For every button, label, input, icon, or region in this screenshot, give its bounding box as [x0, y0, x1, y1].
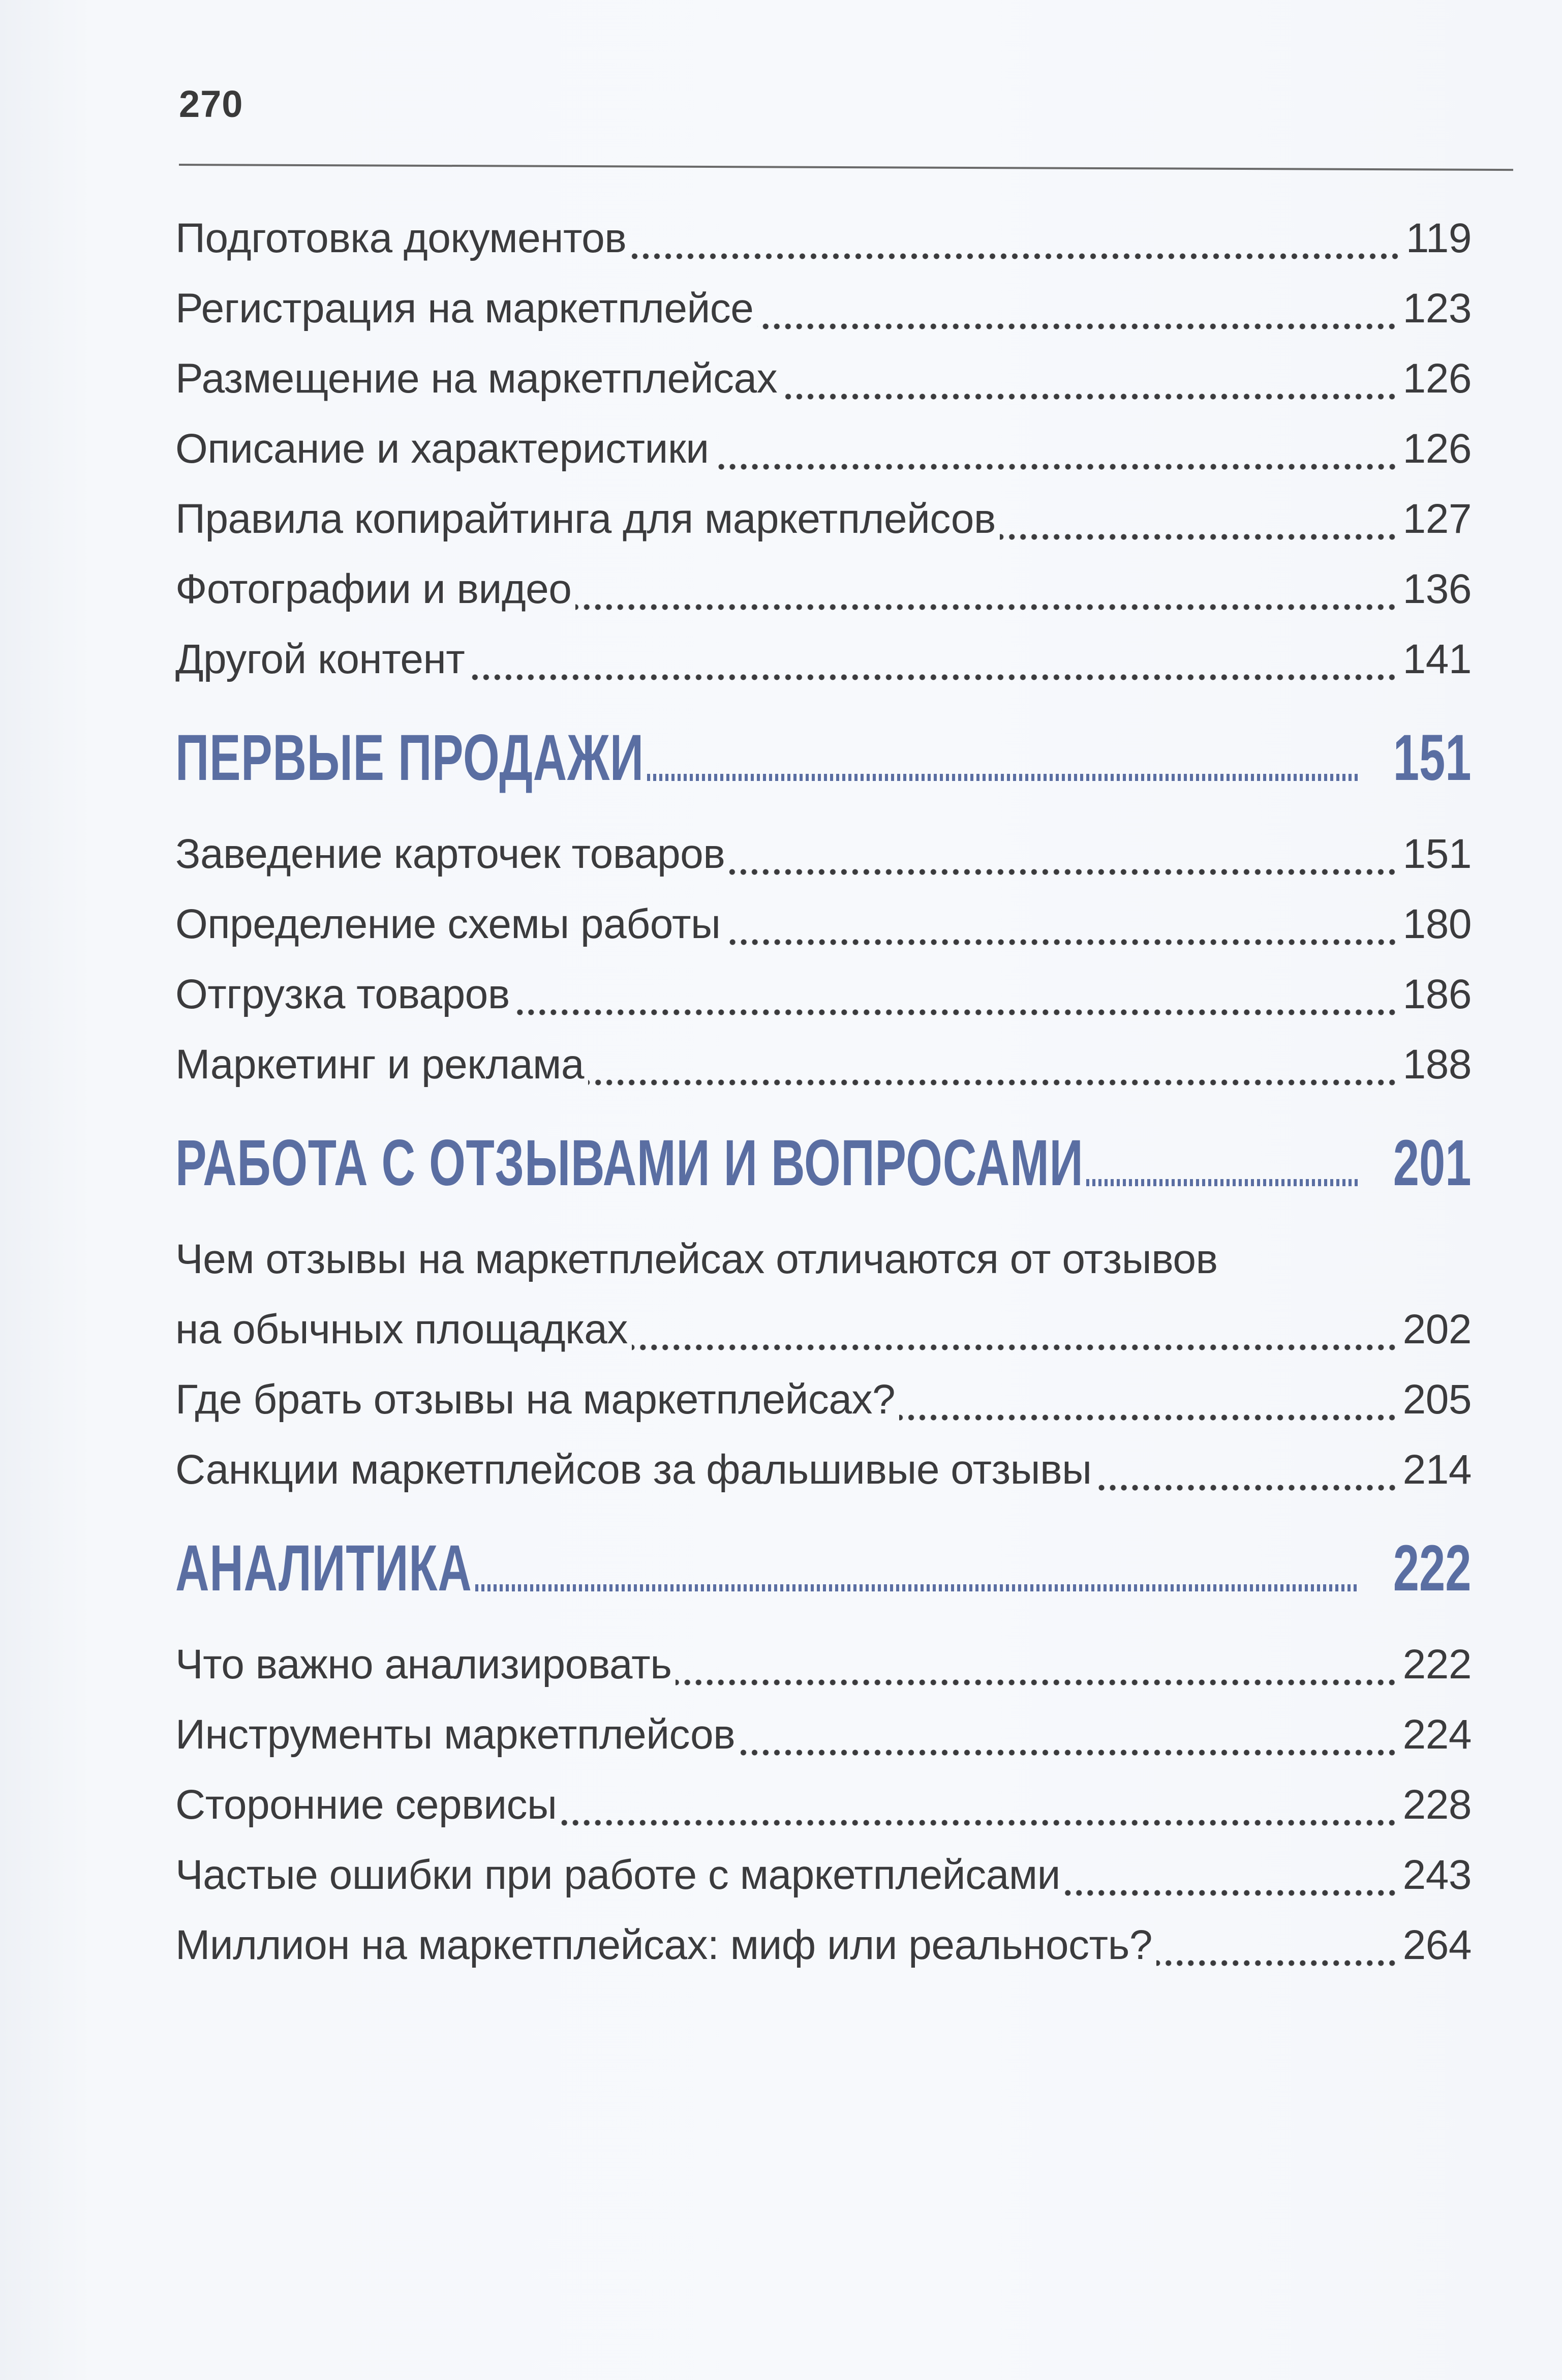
toc-entry-title: Отгрузка товаров [175, 971, 510, 1017]
toc-entry[interactable] [175, 1840, 1472, 1910]
dot-leader [1086, 1179, 1359, 1186]
toc-entry-title: Инструменты маркетплейсов [175, 1711, 736, 1758]
dot-leader [475, 1584, 1359, 1591]
chapter-heading-first-sales[interactable] [175, 720, 1472, 796]
toc-entry-page: 222 [1402, 1641, 1472, 1688]
toc-entry[interactable] [175, 959, 1472, 1030]
toc-entry-page: 264 [1402, 1922, 1472, 1968]
toc-entry-page: 186 [1402, 971, 1472, 1017]
toc-entry-page: 224 [1402, 1711, 1472, 1758]
toc-entry[interactable] [175, 1030, 1472, 1100]
toc-entry-title: Заведение карточек товаров [175, 831, 725, 877]
chapter-page: 151 [1393, 721, 1472, 794]
toc-entry-title: Описание и характеристики [175, 426, 709, 472]
dot-leader [713, 464, 1398, 470]
toc-entry-title-line2: на обычных площадках [175, 1306, 628, 1352]
toc-entry[interactable] [175, 274, 1472, 344]
dot-leader [899, 1414, 1398, 1421]
toc-entry[interactable] [175, 203, 1472, 274]
dot-leader [757, 323, 1397, 329]
dot-leader [588, 1079, 1398, 1086]
dot-leader [781, 394, 1398, 400]
chapter-heading-analytics[interactable] [175, 1530, 1472, 1607]
dot-leader [632, 1344, 1398, 1350]
chapter-title: АНАЛИТИКА [175, 1532, 472, 1605]
dot-leader [561, 1820, 1397, 1826]
toc-entry-page: 180 [1402, 901, 1472, 947]
dot-leader [630, 253, 1401, 259]
chapter-heading-reviews[interactable] [175, 1125, 1472, 1201]
dot-leader [1000, 534, 1398, 540]
chapter-title: ПЕРВЫЕ ПРОДАЖИ [175, 721, 644, 794]
page-number: 270 [179, 83, 243, 125]
toc-entry-title: Фотографии и видео [175, 566, 572, 612]
toc-entry-title: Другой контент [175, 636, 465, 682]
chapter-title: РАБОТА С ОТЗЫВАМИ И ВОПРОСАМИ [175, 1127, 1084, 1199]
toc-entry-title: Что важно анализировать [175, 1641, 672, 1688]
chapter-title-wrap [175, 1530, 472, 1607]
toc-entry-title: Миллион на маркетплейсах: миф или реальность? [175, 1922, 1152, 1968]
toc-entry-title: Маркетинг и реклама [175, 1041, 584, 1088]
toc-entry[interactable] [175, 344, 1472, 414]
toc-entry[interactable] [175, 889, 1472, 959]
toc-entry[interactable] [175, 484, 1472, 554]
header-rule [179, 164, 1513, 171]
toc-entry-title: Санкции маркетплейсов за фальшивые отзывы [175, 1447, 1092, 1493]
toc-entry-page: 243 [1402, 1852, 1472, 1898]
toc-entry-title: Где брать отзывы на маркетплейсах? [175, 1376, 896, 1423]
toc-entry[interactable] [175, 1435, 1472, 1505]
toc-entry-title: Регистрация на маркетплейсе [175, 285, 754, 332]
toc-entry-page: 127 [1402, 496, 1472, 542]
toc-entry-title: Частые ошибки при работе с маркетплейсами [175, 1852, 1060, 1898]
toc-entry-title-line1: Чем отзывы на маркетплейсах отличаются от отзывов [175, 1236, 1218, 1282]
dot-leader [739, 1750, 1398, 1756]
chapter-title-wrap [175, 720, 644, 796]
dot-leader [514, 1009, 1398, 1015]
chapter-title-wrap [175, 1125, 1083, 1201]
dot-leader [575, 604, 1397, 610]
dot-leader [729, 869, 1397, 875]
toc-entry[interactable] [175, 414, 1472, 484]
toc-entry[interactable] [175, 1224, 1472, 1365]
table-of-contents [175, 203, 1472, 1980]
toc-entry-page: 228 [1402, 1782, 1472, 1828]
dot-leader [469, 674, 1397, 680]
toc-entry-title: Подготовка документов [175, 215, 627, 261]
dot-leader [647, 774, 1359, 781]
toc-entry-page: 119 [1405, 215, 1472, 261]
toc-entry[interactable] [175, 554, 1472, 624]
toc-entry-page: 202 [1402, 1306, 1472, 1352]
toc-entry-title: Определение схемы работы [175, 901, 721, 947]
toc-entry-title: Сторонние сервисы [175, 1782, 557, 1828]
toc-entry-page: 205 [1402, 1376, 1472, 1423]
toc-entry-page: 151 [1402, 831, 1472, 877]
chapter-page: 201 [1393, 1127, 1472, 1199]
toc-entry-page: 136 [1402, 566, 1472, 612]
dot-leader [1064, 1890, 1398, 1896]
chapter-page: 222 [1393, 1532, 1472, 1605]
toc-entry-page: 126 [1402, 426, 1472, 472]
toc-entry-title: Размещение на маркетплейсах [175, 355, 778, 402]
toc-entry[interactable] [175, 1910, 1472, 1980]
dot-leader [725, 939, 1398, 945]
toc-entry-line2 [175, 1294, 1472, 1365]
toc-entry[interactable] [175, 1700, 1472, 1770]
toc-entry-title: Правила копирайтинга для маркетплейсов [175, 496, 996, 542]
toc-entry-page: 141 [1402, 636, 1472, 682]
toc-entry-page: 123 [1402, 285, 1472, 332]
toc-entry[interactable] [175, 1770, 1472, 1840]
dot-leader [1156, 1960, 1398, 1966]
toc-entry[interactable] [175, 819, 1472, 889]
toc-entry-page: 126 [1402, 355, 1472, 402]
toc-entry[interactable] [175, 624, 1472, 695]
toc-entry-page: 214 [1402, 1447, 1472, 1493]
dot-leader [1096, 1485, 1398, 1491]
toc-entry[interactable] [175, 1365, 1472, 1435]
toc-entry[interactable] [175, 1630, 1472, 1700]
toc-entry-page: 188 [1402, 1041, 1472, 1088]
dot-leader [676, 1679, 1397, 1685]
